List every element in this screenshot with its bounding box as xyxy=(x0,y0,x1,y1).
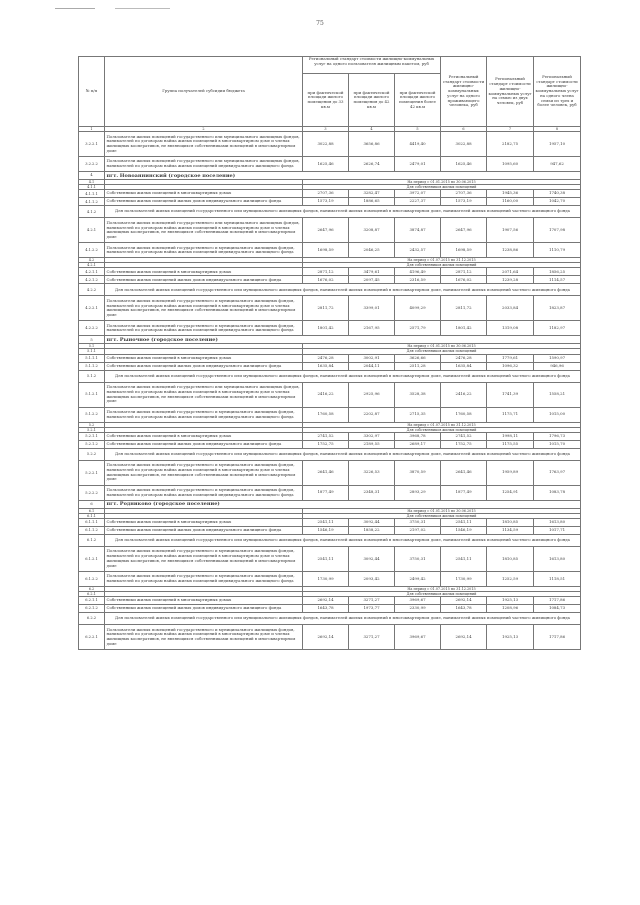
row-description: Пользователи жилых помещений государственного или муниципального жилищных фондов, нанимателей по договорам найма жилых помещений индивидуального жилищного фонда xyxy=(105,157,303,172)
value-cell: 1810,85 xyxy=(487,546,534,571)
row-code: 5.1 xyxy=(79,344,105,349)
value-cell: 1810,85 xyxy=(487,518,534,526)
scan-mark xyxy=(55,8,95,9)
row-description: Собственники жилых помещений жилых домов индивидуального жилищного фонда xyxy=(105,440,303,448)
value-cell: 2202,87 xyxy=(349,407,395,422)
row-description: Пользователи жилых помещений государственного или муниципального жилищных фондов, нанимателей по договорам найма жилых помещений в многоквартирном доме и членах жилищных кооперативов, не являющихся собственниками помещений в многоквартирном доме xyxy=(105,218,303,243)
value-cell: 3271,27 xyxy=(349,625,395,650)
value-cell: 1741,39 xyxy=(487,382,534,407)
value-cell: 2476,28 xyxy=(441,354,487,362)
row-code: 4.1.2.2 xyxy=(79,243,105,258)
row-code: 4.2 xyxy=(79,258,105,263)
value-cell: 2641,46 xyxy=(441,460,487,485)
period-label: На период с 01.07.2015 по 31.12.2015 xyxy=(303,586,581,591)
value-cell: 1877,49 xyxy=(303,485,349,500)
period-label: Для собственников жилых помещений xyxy=(303,427,581,432)
row-code: 5.1.1.2 xyxy=(79,362,105,370)
row-code: 4.2.1 xyxy=(79,218,105,243)
row-code: 3.2.2.1 xyxy=(79,132,105,157)
page-number: 75 xyxy=(316,20,324,27)
value-cell: 1717,86 xyxy=(534,597,581,605)
group-note-row xyxy=(79,448,581,460)
value-cell: 1238,86 xyxy=(487,243,534,258)
value-cell: 2626,74 xyxy=(349,157,395,172)
table-row xyxy=(79,268,581,276)
value-cell: 1856,25 xyxy=(534,268,581,276)
value-cell: 2541,11 xyxy=(441,546,487,571)
row-code: 5.2.2.1 xyxy=(79,460,105,485)
row-description: Пользователи жилых помещений государственного и муниципального жилищных фондов, нанимателей по договорам найма жилых помещений в многоквартирном доме и членах жилищных кооперативов, не являющихся собственниками помещений в многоквартирном доме xyxy=(105,546,303,571)
value-cell: 1752,75 xyxy=(441,440,487,448)
row-description: Собственники жилых помещений в многоквартирных домах xyxy=(105,268,303,276)
value-cell: 1017,71 xyxy=(534,526,581,534)
row-code: 6.1 xyxy=(79,508,105,513)
value-cell: 2167,95 xyxy=(349,321,395,336)
group-note-row xyxy=(79,613,581,625)
row-code: 5.2.1 xyxy=(79,427,105,432)
value-cell: 1015,70 xyxy=(534,440,581,448)
row-description: Пользователи жилых помещений государственного и муниципального жилищных фондов, нанимателей по договорам найма жилых помещений индивидуального жилищного фонда xyxy=(105,407,303,422)
value-cell: 3750,31 xyxy=(395,518,441,526)
value-cell: 1084,73 xyxy=(534,605,581,613)
row-description: Пользователи жилых помещений государственного и муниципального жилищных фондов, нанимателей по договорам найма жилых помещений индивидуального жилищного фонда xyxy=(105,243,303,258)
table-row xyxy=(79,276,581,284)
row-code: 4.2.1 xyxy=(79,263,105,268)
row-code: 6.1.1 xyxy=(79,513,105,518)
column-index: 6 xyxy=(441,127,487,132)
column-index: 2 xyxy=(105,127,303,132)
row-code: 3.2.2.2 xyxy=(79,157,105,172)
value-cell: 1707,98 xyxy=(534,218,581,243)
value-cell: 3750,31 xyxy=(395,546,441,571)
table-row xyxy=(79,460,581,485)
period-label: На период с 01.07.2015 по 31.12.2015 xyxy=(303,258,581,263)
value-cell: 1779,61 xyxy=(487,354,534,362)
period-label: Для собственников жилых помещений xyxy=(303,513,581,518)
table-row xyxy=(79,432,581,440)
value-cell: 2227,37 xyxy=(395,198,441,206)
table-row xyxy=(79,218,581,243)
period-label: Для собственников жилых помещений xyxy=(303,263,581,268)
section-row xyxy=(79,500,581,508)
value-cell: 2541,11 xyxy=(303,518,349,526)
period-label: На период с 01.07.2015 по 31.12.2015 xyxy=(303,422,581,427)
row-description: Собственники жилых помещений в многоквартирных домах xyxy=(105,597,303,605)
value-cell: 3399,01 xyxy=(349,296,395,321)
row-code: 5.1.2.1 xyxy=(79,382,105,407)
value-cell: 1182,97 xyxy=(534,321,581,336)
value-cell: 1175,55 xyxy=(487,440,534,448)
header-col6: Региональный стандарт стоимости жилищно-коммунальных услуг на одного проживающего человека, руб xyxy=(441,57,487,127)
header-standard: Региональный стандарт стоимости жилищно-коммунальных услуг на одного пользователя жилищным пакетом, руб xyxy=(303,57,441,74)
row-code: 5.1.2.2 xyxy=(79,407,105,422)
row-code: 5.2.2 xyxy=(79,448,105,460)
column-index: 4 xyxy=(349,127,395,132)
value-cell: 2707,36 xyxy=(303,190,349,198)
value-cell: 2093,42 xyxy=(349,571,395,586)
row-code: 5.1.2 xyxy=(79,370,105,382)
value-cell: 2044,11 xyxy=(349,362,395,370)
value-cell: 2316,59 xyxy=(395,276,441,284)
section-title: пгт. Новоаннинский (городское поселение) xyxy=(105,172,581,180)
row-description: Пользователи жилых помещений государственного или муниципального жилищных фондов, нанимателей по договорам найма жилых помещений в многоквартирном доме и членах жилищных кооперативов, не являющихся собственниками помещений в многоквартирном доме xyxy=(105,382,303,407)
value-cell: 2893,29 xyxy=(395,485,441,500)
value-cell: 1083,78 xyxy=(534,485,581,500)
header-std-c: при фактической площади жилого помещения более 42 кв.м xyxy=(395,74,441,127)
row-code: 4.2.2.2 xyxy=(79,321,105,336)
value-cell: 1763,97 xyxy=(534,460,581,485)
value-cell: 2811,72 xyxy=(441,296,487,321)
row-code: 5.2.1.2 xyxy=(79,440,105,448)
value-cell: 3208,87 xyxy=(349,218,395,243)
value-cell: 1643,78 xyxy=(303,605,349,613)
value-cell: 3968,78 xyxy=(395,432,441,440)
value-cell: 3302,97 xyxy=(349,432,395,440)
row-code: 5.2.1.1 xyxy=(79,432,105,440)
value-cell: 2541,11 xyxy=(441,518,487,526)
period-label: На период с 01.01.2015 по 30.06.2015 xyxy=(303,508,581,513)
group-note: Для пользователей жилых помещений государственного или муниципального жилищных фондов, нанимателей жилых помещений в многоквартирном доме, нанимателей жилых помещений частного жилищного фонда xyxy=(105,284,581,296)
header-col7: Региональный стандарт стоимости жилищно-коммунальных услуг на семью из двух человек, руб xyxy=(487,57,534,127)
row-description: Пользователи жилых помещений государственного или муниципального жилищных фондов, нанимателей по договорам найма жилых помещений в многоквартирном доме и членах жилищных кооперативов, не являющихся собственниками помещений в многоквартирном доме xyxy=(105,132,303,157)
group-note-row xyxy=(79,284,581,296)
value-cell: 1796,73 xyxy=(534,432,581,440)
value-cell: 2925,96 xyxy=(349,382,395,407)
value-cell: 1973,77 xyxy=(349,605,395,613)
table-row xyxy=(79,546,581,571)
value-cell: 1698,59 xyxy=(441,243,487,258)
section-title: пгт. Рыночное (городское поселение) xyxy=(105,336,581,344)
table-row xyxy=(79,382,581,407)
value-cell: 1886,65 xyxy=(349,198,395,206)
value-cell: 1110,79 xyxy=(534,243,581,258)
value-cell: 2871,12 xyxy=(303,268,349,276)
value-cell: 2811,72 xyxy=(303,296,349,321)
value-cell: 1625,46 xyxy=(441,157,487,172)
value-cell: 1015,00 xyxy=(534,407,581,422)
value-cell: 1160,00 xyxy=(487,198,534,206)
row-description: Собственники жилых помещений жилых домов индивидуального жилищного фонда xyxy=(105,198,303,206)
value-cell: 1730,99 xyxy=(441,571,487,586)
value-cell: 1801,42 xyxy=(303,321,349,336)
column-index: 3 xyxy=(303,127,349,132)
value-cell: 1042,70 xyxy=(534,198,581,206)
row-code: 5.1.1.1 xyxy=(79,354,105,362)
value-cell: 1239,28 xyxy=(487,276,534,284)
table-row xyxy=(79,321,581,336)
value-cell: 1760,58 xyxy=(303,407,349,422)
table-row xyxy=(79,518,581,526)
row-description: Собственники жилых помещений в многоквартирных домах xyxy=(105,354,303,362)
value-cell: 1546,19 xyxy=(441,526,487,534)
value-cell: 2571,79 xyxy=(395,321,441,336)
value-cell: 1945,36 xyxy=(487,190,534,198)
table-row xyxy=(79,440,581,448)
period-label: На период с 01.01.2015 по 30.06.2015 xyxy=(303,180,581,185)
value-cell: 3626,66 xyxy=(395,354,441,362)
table-row xyxy=(79,625,581,650)
period-label: На период с 01.01.2015 по 30.06.2015 xyxy=(303,344,581,349)
table-row xyxy=(79,571,581,586)
value-cell: 2348,31 xyxy=(349,485,395,500)
value-cell: 3656,86 xyxy=(349,132,395,157)
table-row xyxy=(79,157,581,172)
value-cell: 1752,75 xyxy=(303,440,349,448)
value-cell: 947,62 xyxy=(534,157,581,172)
value-cell: 2476,28 xyxy=(303,354,349,362)
row-code: 6.1.2.2 xyxy=(79,571,105,586)
value-cell: 1877,49 xyxy=(441,485,487,500)
value-cell: 1613,80 xyxy=(534,546,581,571)
value-cell: 1573,19 xyxy=(441,198,487,206)
value-cell: 1643,78 xyxy=(441,605,487,613)
row-code: 6.2.1.1 xyxy=(79,597,105,605)
column-index: 5 xyxy=(395,127,441,132)
value-cell: 1907,56 xyxy=(487,218,534,243)
row-code: 6.2.2 xyxy=(79,613,105,625)
row-code: 4.1.1 xyxy=(79,185,105,190)
value-cell: 2715,35 xyxy=(395,407,441,422)
value-cell: 2647,96 xyxy=(441,218,487,243)
value-cell: 1252,59 xyxy=(487,571,534,586)
value-cell: 3282,47 xyxy=(349,190,395,198)
period-label: Для собственников жилых помещений xyxy=(303,349,581,354)
row-code: 6.2 xyxy=(79,586,105,591)
table-row xyxy=(79,198,581,206)
row-description: Собственники жилых помещений в многоквартирных домах xyxy=(105,432,303,440)
value-cell: 4419,40 xyxy=(395,132,441,157)
value-cell: 1208,96 xyxy=(487,605,534,613)
row-code: 4.2.2.1 xyxy=(79,296,105,321)
value-cell: 2511,28 xyxy=(395,362,441,370)
value-cell: 2647,96 xyxy=(303,218,349,243)
row-description: Пользователи жилых помещений государственного и муниципального жилищных фондов, нанимателей по договорам найма жилых помещений индивидуального жилищного фонда xyxy=(105,571,303,586)
row-description: Собственники жилых помещений в многоквартирных домах xyxy=(105,518,303,526)
value-cell: 1698,59 xyxy=(303,243,349,258)
header-col8: Региональный стандарт стоимости жилищно-коммунальных услуг на одного члена семьи из трех и более человек, руб xyxy=(534,57,581,127)
value-cell: 1676,02 xyxy=(441,276,487,284)
value-cell: 2692,14 xyxy=(303,597,349,605)
group-note-row xyxy=(79,206,581,218)
row-code: 6.1.2.1 xyxy=(79,546,105,571)
table-row xyxy=(79,354,581,362)
value-cell: 3022,88 xyxy=(441,132,487,157)
row-code: 4.2.2 xyxy=(79,284,105,296)
row-code: 4.1 xyxy=(79,180,105,185)
group-note: Для пользователей жилых помещений государственного или муниципального жилищных фондов, нанимателей жилых помещений в многоквартирном доме, нанимателей жилых помещений частного жилищного фонда xyxy=(105,448,581,460)
group-note-row xyxy=(79,370,581,382)
row-description: Собственники жилых помещений жилых домов индивидуального жилищного фонда xyxy=(105,276,303,284)
value-cell: 2071,64 xyxy=(487,268,534,276)
row-description: Пользователи жилых помещений государственного и муниципального жилищных фондов, нанимателей по договорам найма жилых помещений индивидуального жилищного фонда xyxy=(105,321,303,336)
row-description: Собственники жилых помещений жилых домов индивидуального жилищного фонда xyxy=(105,362,303,370)
value-cell: 3092,44 xyxy=(349,518,395,526)
value-cell: 1095,60 xyxy=(487,157,534,172)
value-cell: 1730,99 xyxy=(303,571,349,586)
table-row xyxy=(79,296,581,321)
value-cell: 2541,11 xyxy=(303,546,349,571)
value-cell: 1319,08 xyxy=(487,321,534,336)
value-cell: 1823,87 xyxy=(534,296,581,321)
row-description: Собственники жилых помещений жилых домов индивидуального жилищного фонда xyxy=(105,605,303,613)
group-note-row xyxy=(79,534,581,546)
row-description: Собственники жилых помещений в многоквартирных домах xyxy=(105,190,303,198)
header-std-a: при фактической площади жилого помещения до 33 кв.м xyxy=(303,74,349,127)
row-code: 6 xyxy=(79,500,105,508)
value-cell: 2416,22 xyxy=(441,382,487,407)
value-cell: 1175,71 xyxy=(487,407,534,422)
row-code: 6.1.1.1 xyxy=(79,518,105,526)
row-code: 4 xyxy=(79,172,105,180)
row-description: Пользователи жилых помещений государственного и муниципального жилищных фондов, нанимателей по договорам найма жилых помещений индивидуального жилищного фонда xyxy=(105,485,303,500)
value-cell: 1118,51 xyxy=(534,571,581,586)
row-code: 6.2.1 xyxy=(79,591,105,596)
header-group: Группа получателей субсидии бюджета xyxy=(105,57,303,127)
value-cell: 4196,49 xyxy=(395,268,441,276)
value-cell: 1114,57 xyxy=(534,276,581,284)
group-note: Для пользователей жилых помещений государственного или муниципального жилищных фондов, нанимателей жилых помещений в многоквартирном доме, нанимателей жилых помещений частного жилищного фонда xyxy=(105,206,581,218)
section-title: пгт. Родниково (городское поселение) xyxy=(105,500,581,508)
value-cell: 1613,80 xyxy=(534,518,581,526)
value-cell: 1590,97 xyxy=(534,354,581,362)
column-index: 8 xyxy=(534,127,581,132)
table-row xyxy=(79,526,581,534)
row-code: 4.2.1.1 xyxy=(79,268,105,276)
row-code: 4.1.1.1 xyxy=(79,190,105,198)
row-code: 6.1.2 xyxy=(79,534,105,546)
value-cell: 3969,67 xyxy=(395,625,441,650)
value-cell: 2189,55 xyxy=(349,440,395,448)
value-cell: 2741,52 xyxy=(303,432,349,440)
table-row xyxy=(79,362,581,370)
scan-mark xyxy=(115,8,170,9)
value-cell: 1925,13 xyxy=(487,597,534,605)
table-row xyxy=(79,190,581,198)
value-cell: 2416,22 xyxy=(303,382,349,407)
value-cell: 1801,42 xyxy=(441,321,487,336)
row-description: Собственники жилых помещений жилых домов индивидуального жилищного фонда xyxy=(105,526,303,534)
value-cell: 2741,52 xyxy=(441,432,487,440)
value-cell: 2871,12 xyxy=(441,268,487,276)
value-cell: 2330,99 xyxy=(395,605,441,613)
row-code: 6.1.1.2 xyxy=(79,526,105,534)
value-cell: 1740,38 xyxy=(534,190,581,198)
value-cell: 1676,02 xyxy=(303,276,349,284)
row-code: 6.2.2.1 xyxy=(79,625,105,650)
table-row xyxy=(79,597,581,605)
value-cell: 1998,11 xyxy=(487,432,534,440)
table-row xyxy=(79,132,581,157)
value-cell: 3002,91 xyxy=(349,354,395,362)
period-label: Для собственников жилых помещений xyxy=(303,591,581,596)
value-cell: 3092,44 xyxy=(349,546,395,571)
standards-table xyxy=(78,56,581,650)
value-cell: 2689,17 xyxy=(395,440,441,448)
value-cell: 1546,19 xyxy=(303,526,349,534)
value-cell: 2499,42 xyxy=(395,571,441,586)
table-row xyxy=(79,407,581,422)
value-cell: 1760,58 xyxy=(441,407,487,422)
value-cell: 3972,07 xyxy=(395,190,441,198)
value-cell: 2197,02 xyxy=(395,526,441,534)
value-cell: 2641,46 xyxy=(303,460,349,485)
group-note: Для пользователей жилых помещений государственного или муниципального жилищных фондов, нанимателей жилых помещений в многоквартирном доме, нанимателей жилых помещений частного жилищного фонда xyxy=(105,370,581,382)
header-std-b: при фактической площади жилого помещения до 42 кв.м xyxy=(349,74,395,127)
row-code: 6.2.1.2 xyxy=(79,605,105,613)
row-code: 4.1.2 xyxy=(79,206,105,218)
value-cell: 2692,14 xyxy=(441,597,487,605)
value-cell: 3022,88 xyxy=(303,132,349,157)
value-cell: 2692,14 xyxy=(441,625,487,650)
row-code: 4.2.1.2 xyxy=(79,276,105,284)
column-index: 1 xyxy=(79,127,105,132)
value-cell: 3528,38 xyxy=(395,382,441,407)
value-cell: 1925,13 xyxy=(487,625,534,650)
section-row xyxy=(79,172,581,180)
value-cell: 1254,91 xyxy=(487,485,534,500)
table-row xyxy=(79,485,581,500)
period-label: Для собственников жилых помещений xyxy=(303,185,581,190)
value-cell: 2097,45 xyxy=(349,276,395,284)
value-cell: 3271,27 xyxy=(349,597,395,605)
value-cell: 1858,22 xyxy=(349,526,395,534)
row-code: 5.2 xyxy=(79,422,105,427)
column-index: 7 xyxy=(487,127,534,132)
row-description: Пользователи жилых помещений государственного и муниципального жилищных фондов, нанимателей по договорам найма жилых помещений в многоквартирном доме и членах жилищных кооперативов, не являющихся собственниками помещений в многоквартирном доме xyxy=(105,625,303,650)
row-code: 5.2.2.2 xyxy=(79,485,105,500)
value-cell: 2479,01 xyxy=(395,157,441,172)
group-note: Для пользователей жилых помещений государственного или муниципального жилищных фондов, нанимателей жилых помещений в многоквартирном доме, нанимателей жилых помещений частного жилищного фонда xyxy=(105,534,581,546)
value-cell: 1957,10 xyxy=(534,132,581,157)
value-cell: 3874,87 xyxy=(395,218,441,243)
value-cell: 3226,53 xyxy=(349,460,395,485)
section-row xyxy=(79,336,581,344)
row-code: 5.1.1 xyxy=(79,349,105,354)
group-note: Для пользователей жилых помещений государственного или муниципального жилищных фондов, нанимателей жилых помещений в многоквартирном доме, нанимателей жилых помещений частного жилищного фонда xyxy=(105,613,581,625)
value-cell: 2046,25 xyxy=(349,243,395,258)
value-cell: 2692,14 xyxy=(303,625,349,650)
value-cell: 2432,57 xyxy=(395,243,441,258)
row-code: 5 xyxy=(79,336,105,344)
value-cell: 1134,59 xyxy=(487,526,534,534)
value-cell: 2707,36 xyxy=(441,190,487,198)
value-cell: 1635,84 xyxy=(303,362,349,370)
value-cell: 3870,59 xyxy=(395,460,441,485)
value-cell: 3969,67 xyxy=(395,597,441,605)
value-cell: 1625,46 xyxy=(303,157,349,172)
value-cell: 1558,21 xyxy=(534,382,581,407)
value-cell: 4099,29 xyxy=(395,296,441,321)
value-cell: 946,96 xyxy=(534,362,581,370)
value-cell: 1096,32 xyxy=(487,362,534,370)
value-cell: 1717,86 xyxy=(534,625,581,650)
table-row xyxy=(79,605,581,613)
value-cell: 1635,84 xyxy=(441,362,487,370)
row-description: Пользователи жилых помещений государственного и муниципального жилищных фондов, нанимателей по договорам найма жилых помещений в многоквартирном доме и членах жилищных кооперативов, не являющихся собственниками помещений в многоквартирном доме xyxy=(105,460,303,485)
row-code: 4.1.1.2 xyxy=(79,198,105,206)
table-body xyxy=(79,132,581,650)
row-description: Пользователи жилых помещений государственного и муниципального жилищных фондов, нанимателей по договорам найма жилых помещений в многоквартирном доме и членах жилищных кооперативов, не являющихся собственниками помещений в многоквартирном доме xyxy=(105,296,303,321)
value-cell: 1959,89 xyxy=(487,460,534,485)
value-cell: 2033,84 xyxy=(487,296,534,321)
header-no: № п/п xyxy=(79,57,105,127)
value-cell: 3479,61 xyxy=(349,268,395,276)
table-row xyxy=(79,243,581,258)
value-cell: 1573,19 xyxy=(303,198,349,206)
value-cell: 2182,75 xyxy=(487,132,534,157)
